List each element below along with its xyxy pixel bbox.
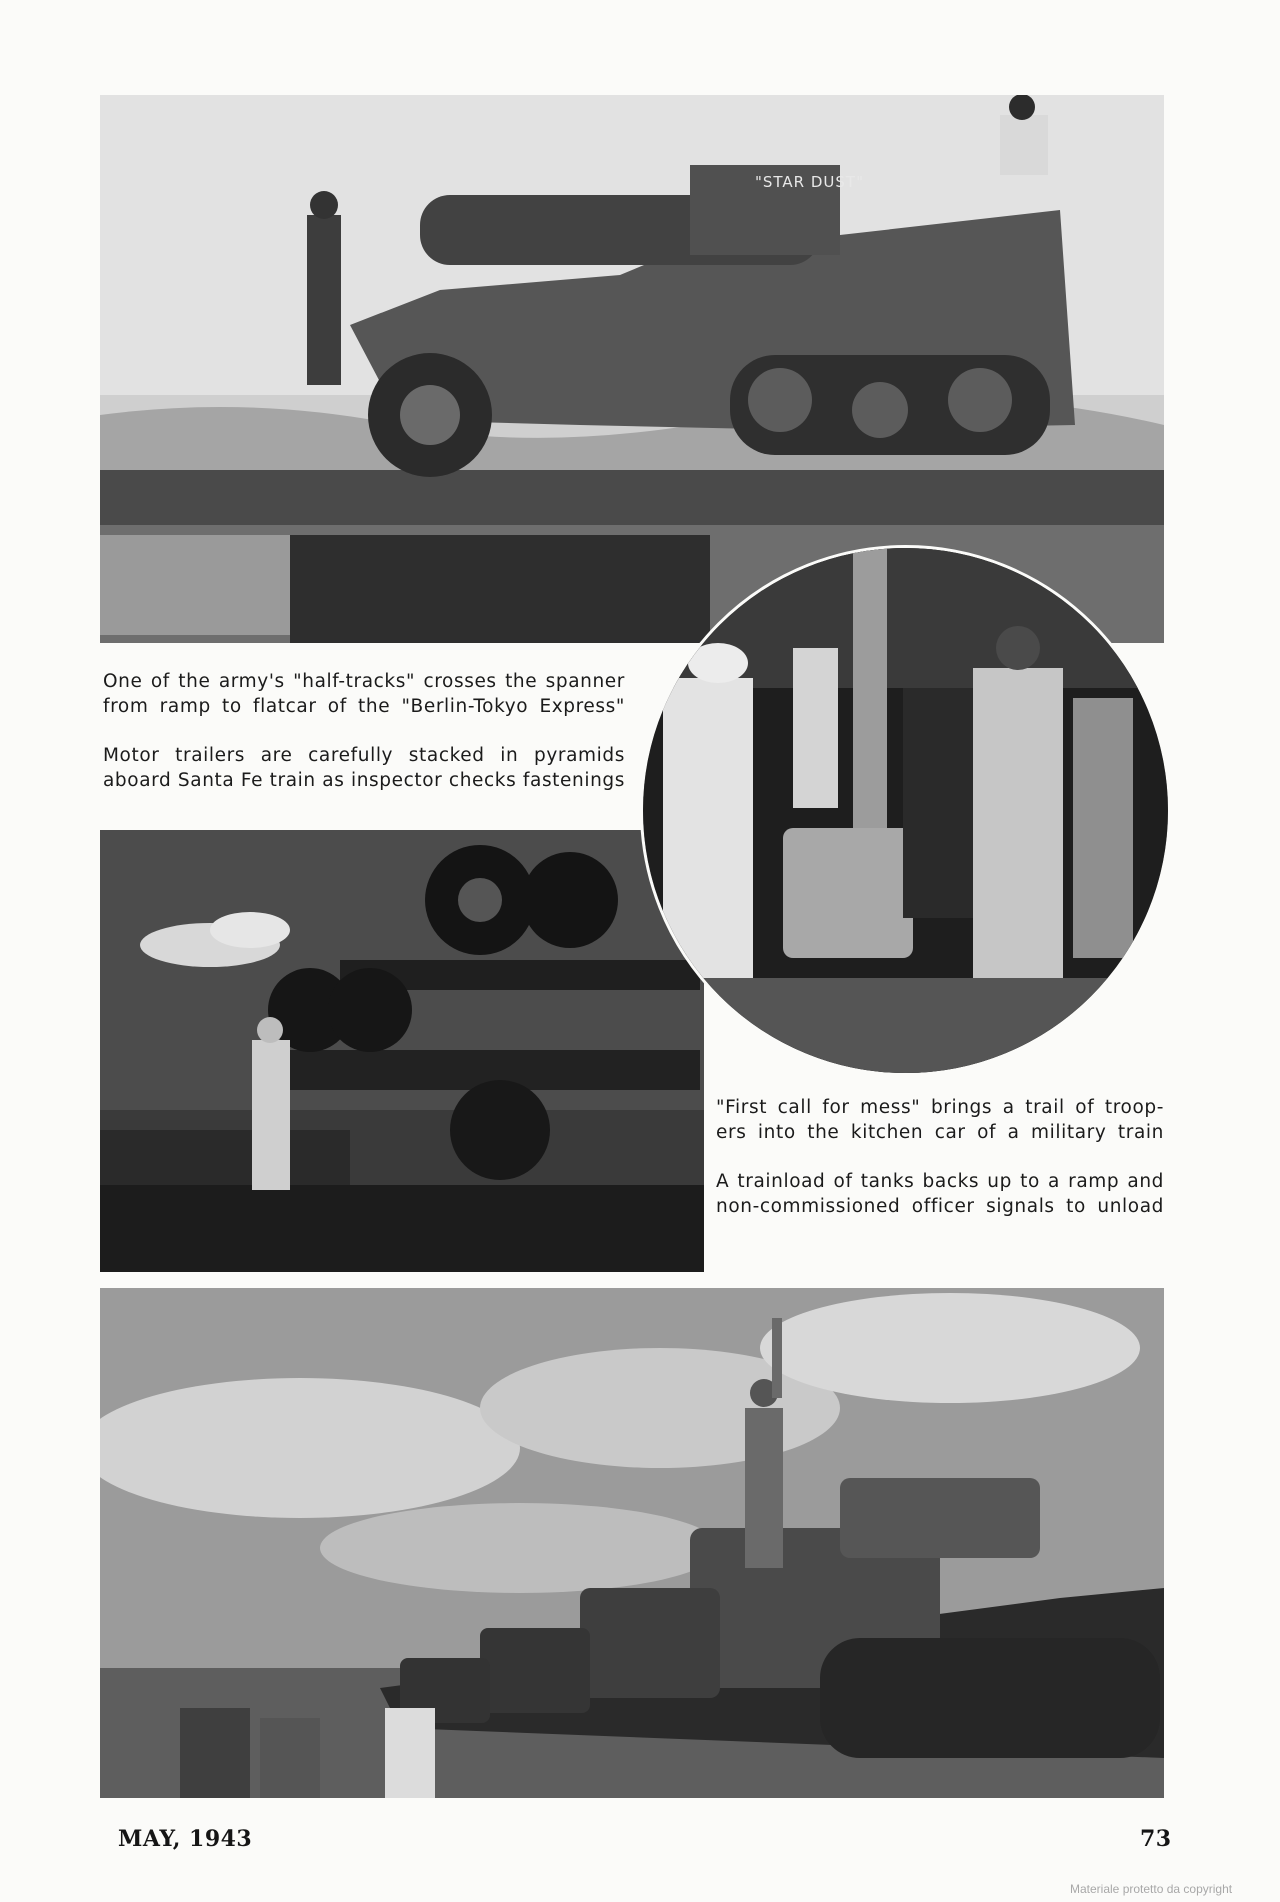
half-track-caption-line2: from ramp to flatcar of the "Berlin-Tokyo Express" xyxy=(103,696,625,717)
vehicle-marking: "STAR DUST" xyxy=(755,173,864,191)
half-track-caption xyxy=(103,669,625,719)
mess-line-photo xyxy=(640,545,1171,1076)
trailers-caption-line1: Motor trailers are carefully stacked in pyramids xyxy=(103,745,625,766)
motor-trailers-photo xyxy=(100,830,704,1272)
mess-caption-line1: "First call for mess" brings a trail of troop- xyxy=(716,1097,1164,1118)
trailers-caption xyxy=(103,743,625,793)
copyright-watermark: Materiale protetto da copyright xyxy=(1070,1882,1233,1896)
issue-date: MAY, 1943 xyxy=(118,1826,253,1852)
mess-caption xyxy=(716,1095,1164,1145)
half-track-caption-line1: One of the army's "half-tracks" crosses the spanner xyxy=(103,671,625,692)
tanks-train-photo xyxy=(100,1288,1164,1798)
tanks-caption-line2: non-commissioned officer signals to unload xyxy=(716,1196,1164,1217)
mess-caption-line2: ers into the kitchen car of a military train xyxy=(716,1122,1164,1143)
trailers-caption-line2: aboard Santa Fe train as inspector checks fastenings xyxy=(103,770,625,791)
tanks-caption-line1: A trainload of tanks backs up to a ramp and xyxy=(716,1171,1164,1192)
page-number: 73 xyxy=(1140,1826,1172,1852)
tanks-caption xyxy=(716,1169,1164,1219)
